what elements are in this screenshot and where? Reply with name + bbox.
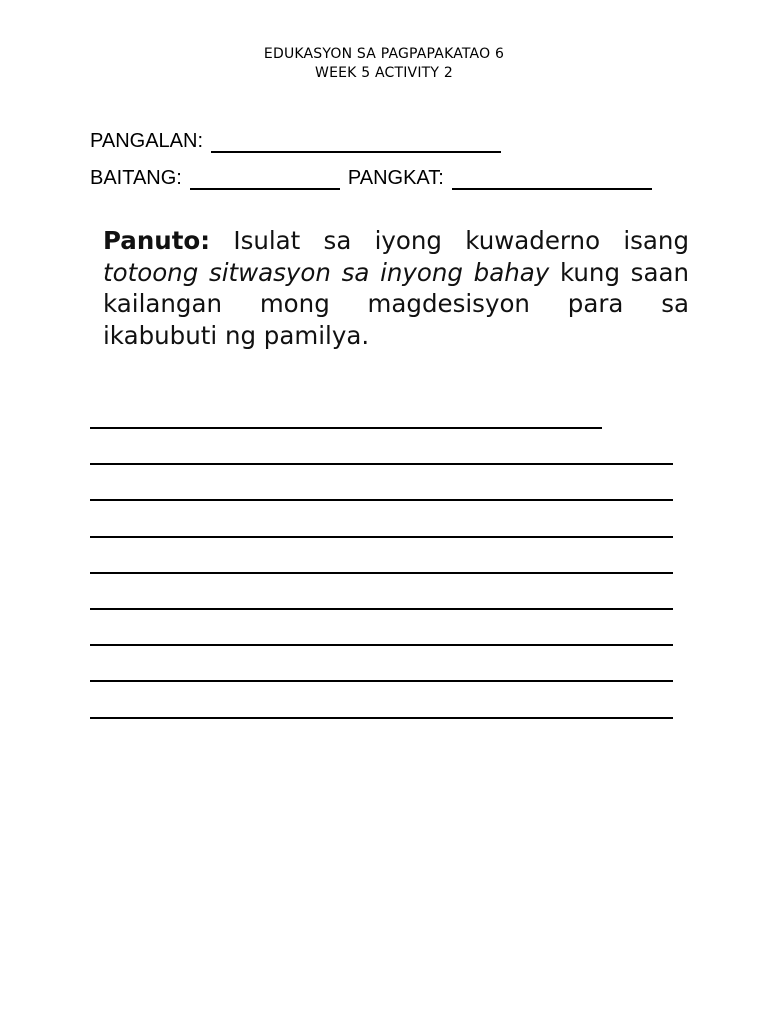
answer-line[interactable]	[90, 463, 673, 465]
instructions-text-2: kung saan kailangan mong magdesisyon para sa ikabubuti ng pamilya.	[103, 257, 689, 350]
answer-line[interactable]	[90, 427, 602, 429]
section-label: PANGKAT:	[347, 167, 444, 189]
answer-line[interactable]	[90, 572, 673, 574]
activity-title: WEEK 5 ACTIVITY 2	[315, 65, 453, 81]
name-label: PANGALAN:	[90, 130, 203, 152]
answer-line[interactable]	[90, 680, 673, 682]
answer-lines	[90, 0, 690, 1024]
subject-title: EDUKASYON SA PAGPAPAKATAO 6	[263, 46, 505, 62]
answer-line[interactable]	[90, 717, 673, 719]
instructions-lead: Panuto:	[103, 226, 211, 255]
answer-line[interactable]	[90, 536, 673, 538]
answer-line[interactable]	[90, 499, 673, 501]
answer-line[interactable]	[90, 608, 673, 610]
instructions-text-1: Isulat sa iyong kuwaderno isang	[210, 226, 689, 255]
grade-label: BAITANG:	[90, 167, 182, 189]
instructions-emphasis: totoong sitwasyon sa inyong bahay	[103, 257, 550, 287]
answer-line[interactable]	[90, 644, 673, 646]
